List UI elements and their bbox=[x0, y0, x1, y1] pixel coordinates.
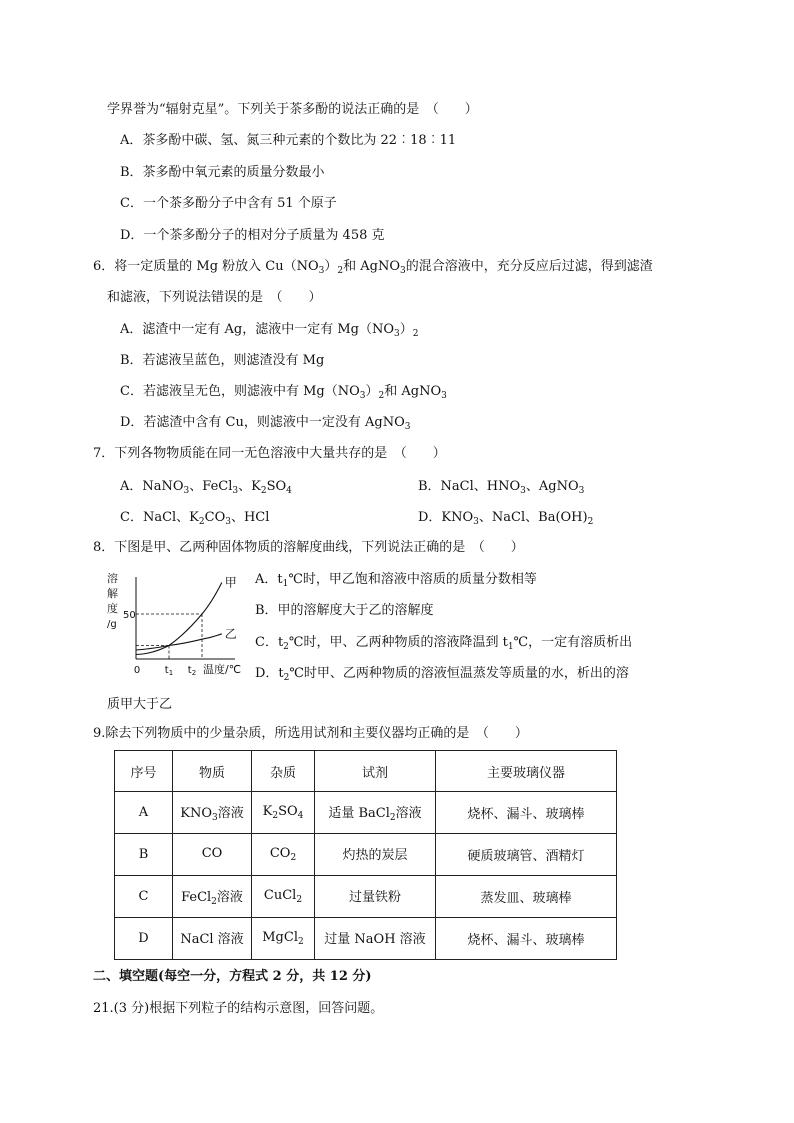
row-id: A bbox=[115, 792, 173, 834]
q7-option-b: B．NaCl、$HNO_3$、AgNO$_3$ bbox=[418, 479, 585, 496]
instrument-cell: 蒸发皿、玻璃棒 bbox=[436, 876, 617, 918]
q5-stem-continuation: 学界誉为“辐射克星”。下列关于茶多酚的说法正确的是 （ ） bbox=[107, 102, 478, 117]
q8-option-c: C．$t_2℃$时，甲、乙两种物质的溶液降温到 $t_1℃$，一定有溶质析出 bbox=[255, 635, 633, 652]
ylabel-char: /g bbox=[107, 619, 117, 630]
q6-option-d: D．若滤渣中含有 Cu，则滤液中一定没有 AgNO$_3$ bbox=[120, 415, 411, 432]
q8-option-d: D．$t_2℃$时甲、乙两种物质的溶液恒温蒸发等质量的水，析出的溶 bbox=[255, 666, 629, 683]
q6-option-c: C．若滤液呈无色，则滤液中有 $Mg(NO_3)_2$和 AgNO$_3$ bbox=[120, 384, 447, 401]
instrument-cell: 硬质玻璃管、酒精灯 bbox=[436, 834, 617, 876]
x-axis-title: 温度/℃ bbox=[203, 663, 242, 676]
row-id: D bbox=[115, 918, 173, 960]
q5-option-a: A．茶多酚中碳、氢、氮三种元素的个数比为 22︰18︰11 bbox=[120, 133, 457, 148]
impurity-cell: CuCl$_2$ bbox=[252, 876, 315, 918]
y-tick-label: 50 bbox=[123, 610, 136, 621]
ylabel-char: 解 bbox=[107, 587, 118, 600]
substance-cell: $KNO_3$溶液 bbox=[173, 792, 252, 834]
q8-option-a: A．$t_1℃$时，甲乙饱和溶液中溶质的质量分数相等 bbox=[255, 572, 537, 589]
q21-stem: 21.(3 分)根据下列粒子的结构示意图，回答问题。 bbox=[93, 1001, 384, 1016]
q5-option-d: D．一个茶多酚分子的相对分子质量为 458 克 bbox=[120, 228, 385, 243]
table-header-row bbox=[115, 751, 617, 792]
q9-table bbox=[114, 750, 617, 960]
q5-option-b: B．茶多酚中氧元素的质量分数最小 bbox=[120, 165, 325, 180]
y-axis-title bbox=[107, 571, 118, 630]
substance-cell: FeCl$_2$溶液 bbox=[173, 876, 252, 918]
q7-stem: 7．下列各物物质能在同一无色溶液中大量共存的是 （ ） bbox=[93, 446, 446, 461]
row-id: C bbox=[115, 876, 173, 918]
solubility-chart bbox=[103, 569, 253, 681]
q6-option-b: B．若滤液呈蓝色，则滤渣没有 Mg bbox=[120, 353, 325, 368]
table-row bbox=[115, 792, 617, 834]
x-tick-0: 0 bbox=[133, 665, 141, 676]
q8-stem: 8．下图是甲、乙两种固体物质的溶解度曲线，下列说法正确的是 （ ） bbox=[93, 540, 524, 555]
series-line-1 bbox=[136, 634, 222, 650]
header-cell: 试剂 bbox=[315, 751, 436, 792]
impurity-cell: MgCl$_2$ bbox=[252, 918, 315, 960]
q9-stem: 9.除去下列物质中的少量杂质，所选用试剂和主要仪器均正确的是 （ ） bbox=[93, 726, 528, 741]
instrument-cell: 烧杯、漏斗、玻璃棒 bbox=[436, 792, 617, 834]
ylabel-char: 溶 bbox=[107, 572, 118, 585]
series-label-0: 甲 bbox=[224, 575, 237, 590]
q6-stem-continuation: 和滤液，下列说法错误的是 （ ） bbox=[107, 290, 322, 305]
q7-option-a: A．NaNO$_3$、FeCl$_3$、$K_2SO_4$ bbox=[120, 479, 292, 496]
q6-stem: 6．将一定质量的 Mg 粉放入 $Cu(NO_3)_2$和 AgNO$_3$的混合溶液中，充分反应后过滤，得到滤渣 bbox=[93, 259, 653, 276]
reagent-cell: 灼热的炭层 bbox=[315, 834, 436, 876]
impurity-cell: $CO_2$ bbox=[252, 834, 315, 876]
instrument-cell: 烧杯、漏斗、玻璃棒 bbox=[436, 918, 617, 960]
x-tick-t1: $t_1$ bbox=[164, 665, 174, 677]
q6-option-a: A．滤渣中一定有 Ag，滤液中一定有 $Mg(NO_3)_2$ bbox=[120, 322, 419, 339]
table-row bbox=[115, 876, 617, 918]
section-title: 二、填空题(每空一分，方程式 2 分，共 12 分) bbox=[93, 969, 372, 984]
table-row bbox=[115, 834, 617, 876]
x-tick-t2: $t_2$ bbox=[187, 665, 197, 677]
header-cell: 杂质 bbox=[252, 751, 315, 792]
header-cell: 物质 bbox=[173, 751, 252, 792]
series-label-1: 乙 bbox=[224, 626, 237, 641]
q7-option-d: D．$KNO_3$、NaCl、$Ba(OH)_2$ bbox=[418, 510, 594, 527]
header-cell: 序号 bbox=[115, 751, 173, 792]
impurity-cell: $K_2SO_4$ bbox=[252, 792, 315, 834]
reagent-cell: 过量铁粉 bbox=[315, 876, 436, 918]
ylabel-char: 度 bbox=[107, 602, 118, 615]
q5-option-c: C．一个茶多酚分子中含有 51 个原子 bbox=[120, 196, 337, 211]
table-row bbox=[115, 918, 617, 960]
q8-option-b: B．甲的溶解度大于乙的溶解度 bbox=[255, 603, 434, 618]
reagent-cell: 过量 NaOH 溶液 bbox=[315, 918, 436, 960]
q7-option-c: C．NaCl、$K_2CO_3$、HCl bbox=[120, 510, 270, 527]
reagent-cell: 适量 BaCl$_2$溶液 bbox=[315, 792, 436, 834]
substance-cell: CO bbox=[173, 834, 252, 876]
substance-cell: NaCl 溶液 bbox=[173, 918, 252, 960]
q8-option-d-continuation: 质甲大于乙 bbox=[107, 697, 173, 712]
row-id: B bbox=[115, 834, 173, 876]
header-cell: 主要玻璃仪器 bbox=[436, 751, 617, 792]
